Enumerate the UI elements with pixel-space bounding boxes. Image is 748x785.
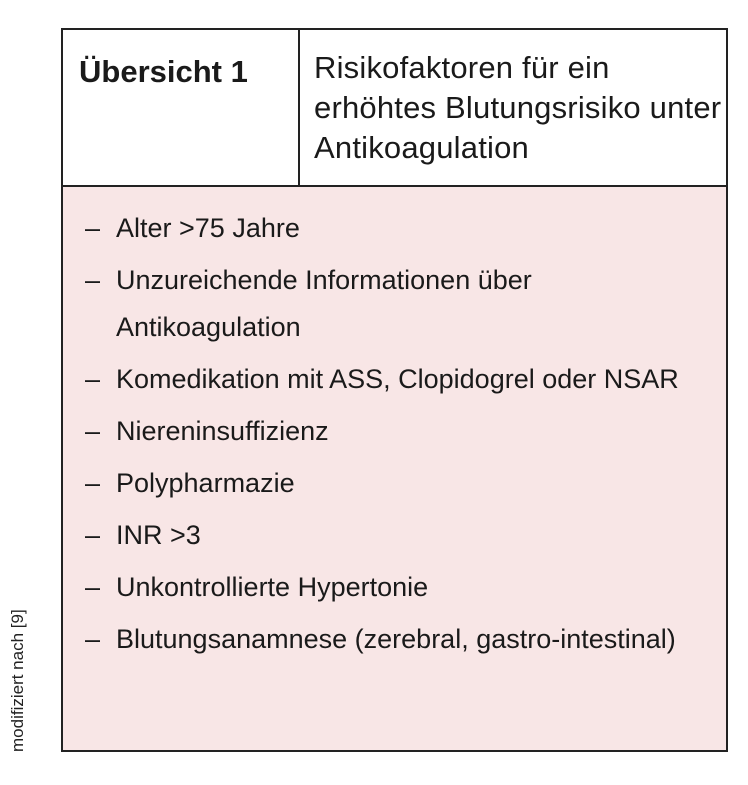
box-header xyxy=(63,30,726,187)
list-item-text: Niereninsuffizienz xyxy=(116,416,329,446)
dash-bullet: – xyxy=(85,265,101,295)
overview-label: Übersicht 1 xyxy=(79,54,248,89)
dash-bullet: – xyxy=(85,572,101,602)
list-item xyxy=(85,460,726,507)
source-note: modifiziert nach [9] xyxy=(8,609,27,752)
list-item xyxy=(85,257,726,351)
list-item xyxy=(85,512,726,559)
dash-bullet: – xyxy=(85,520,101,550)
list-item xyxy=(85,408,726,455)
list-item-text: Komedikation mit ASS, Clopidogrel oder NSAR xyxy=(116,364,679,394)
dash-bullet: – xyxy=(85,468,101,498)
header-label-cell xyxy=(63,30,300,185)
list-item xyxy=(85,205,726,252)
risk-factor-list xyxy=(63,187,726,663)
list-item xyxy=(85,616,726,663)
list-item xyxy=(85,564,726,611)
list-item-text: Unzureichende Informationen über Antikoagulation xyxy=(116,265,532,342)
list-item-text: INR >3 xyxy=(116,520,201,550)
header-title-cell xyxy=(300,30,726,185)
dash-bullet: – xyxy=(85,213,101,243)
list-item xyxy=(85,356,726,403)
dash-bullet: – xyxy=(85,364,101,394)
list-item-text: Polypharmazie xyxy=(116,468,295,498)
list-item-text: Unkontrollierte Hypertonie xyxy=(116,572,429,602)
dash-bullet: – xyxy=(85,416,101,446)
list-item-text: Blutungsanamnese (zerebral, gastro-intestinal) xyxy=(116,624,676,654)
list-item-text: Alter >75 Jahre xyxy=(116,213,300,243)
overview-title: Risikofaktoren für ein erhöhtes Blutungsrisiko unter Antikoagulation xyxy=(314,50,722,165)
dash-bullet: – xyxy=(85,624,101,654)
overview-box xyxy=(61,28,728,752)
